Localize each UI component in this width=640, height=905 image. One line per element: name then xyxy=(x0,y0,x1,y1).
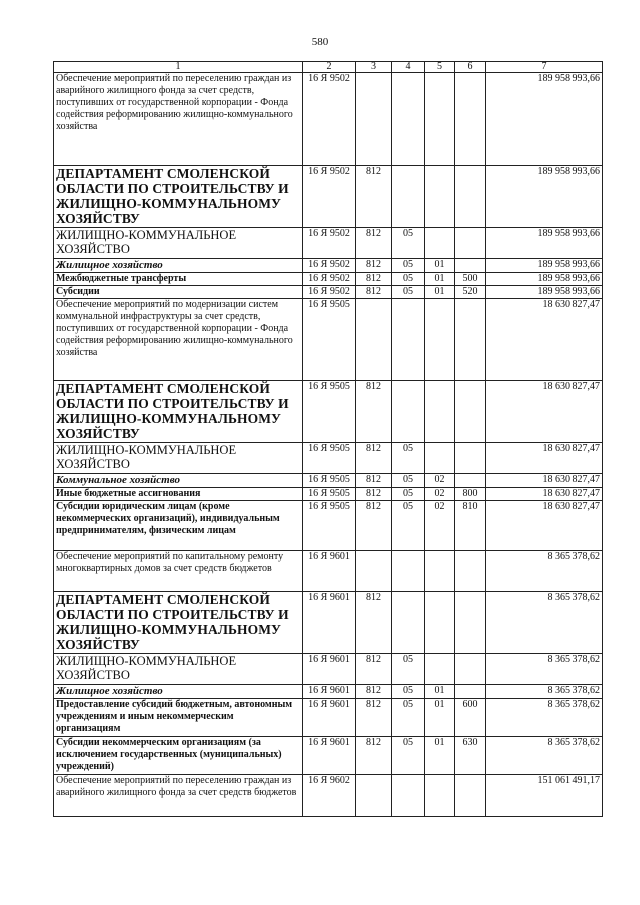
section-code xyxy=(392,592,425,654)
target-code: 16 Я 9502 xyxy=(303,228,356,259)
expense-type-code xyxy=(455,443,486,474)
table-row xyxy=(54,381,603,443)
target-code: 16 Я 9601 xyxy=(303,654,356,685)
row-name: Субсидии юридическим лицам (кроме некоммерческих организаций), индивидуальным предпринимателям, физическим лицам xyxy=(54,501,303,551)
table-row xyxy=(54,592,603,654)
admin-code: 812 xyxy=(356,259,392,273)
expense-type-code xyxy=(455,551,486,592)
table-row xyxy=(54,775,603,817)
admin-code: 812 xyxy=(356,166,392,228)
row-name: Иные бюджетные ассигнования xyxy=(54,488,303,501)
expense-type-code xyxy=(455,166,486,228)
row-name: ЖИЛИЩНО-КОММУНАЛЬНОЕ ХОЗЯЙСТВО xyxy=(54,443,303,474)
amount: 8 365 378,62 xyxy=(486,551,603,592)
section-code xyxy=(392,551,425,592)
table-row xyxy=(54,488,603,501)
column-header: 4 xyxy=(392,62,425,73)
amount: 8 365 378,62 xyxy=(486,699,603,737)
subsection-code: 01 xyxy=(425,685,455,699)
amount: 18 630 827,47 xyxy=(486,474,603,488)
row-name: ДЕПАРТАМЕНТ СМОЛЕНСКОЙ ОБЛАСТИ ПО СТРОИТЕЛЬСТВУ И ЖИЛИЩНО-КОММУНАЛЬНОМУ ХОЗЯЙСТВУ xyxy=(54,381,303,443)
admin-code: 812 xyxy=(356,273,392,286)
target-code: 16 Я 9601 xyxy=(303,737,356,775)
subsection-code xyxy=(425,73,455,166)
amount: 189 958 993,66 xyxy=(486,273,603,286)
row-name: Межбюджетные трансферты xyxy=(54,273,303,286)
row-name: Предоставление субсидий бюджетным, автономным учреждениям и иным некоммерческим организациям xyxy=(54,699,303,737)
amount: 18 630 827,47 xyxy=(486,443,603,474)
target-code: 16 Я 9502 xyxy=(303,273,356,286)
row-name: Обеспечение мероприятий по модернизации систем коммунальной инфраструктуры за счет средств, поступивших от государственной корпорации - Фонда содействия реформированию жилищно-коммунального хозяйства xyxy=(54,299,303,381)
target-code: 16 Я 9505 xyxy=(303,299,356,381)
table-row xyxy=(54,228,603,259)
table-row xyxy=(54,259,603,273)
subsection-code xyxy=(425,654,455,685)
admin-code: 812 xyxy=(356,592,392,654)
section-code xyxy=(392,775,425,817)
row-name: Обеспечение мероприятий по капитальному ремонту многоквартирных домов за счет средств бюджетов xyxy=(54,551,303,592)
admin-code xyxy=(356,73,392,166)
subsection-code: 01 xyxy=(425,737,455,775)
row-name: Обеспечение мероприятий по переселению граждан из аварийного жилищного фонда за счет средств, поступивших от государственной корпорации - Фонда содействия реформированию жилищно-коммунального хозяйства xyxy=(54,73,303,166)
subsection-code xyxy=(425,166,455,228)
amount: 8 365 378,62 xyxy=(486,737,603,775)
target-code: 16 Я 9502 xyxy=(303,166,356,228)
row-name: ЖИЛИЩНО-КОММУНАЛЬНОЕ ХОЗЯЙСТВО xyxy=(54,654,303,685)
section-code: 05 xyxy=(392,443,425,474)
row-name: Субсидии некоммерческим организациям (за исключением государственных (муниципальных) учреждений) xyxy=(54,737,303,775)
expense-type-code: 800 xyxy=(455,488,486,501)
admin-code xyxy=(356,299,392,381)
expense-type-code xyxy=(455,592,486,654)
expense-type-code xyxy=(455,228,486,259)
table-header-row xyxy=(54,62,603,73)
expense-type-code xyxy=(455,73,486,166)
subsection-code xyxy=(425,592,455,654)
target-code: 16 Я 9601 xyxy=(303,685,356,699)
column-header: 2 xyxy=(303,62,356,73)
section-code: 05 xyxy=(392,228,425,259)
admin-code xyxy=(356,775,392,817)
expense-type-code: 520 xyxy=(455,286,486,299)
expense-type-code xyxy=(455,775,486,817)
row-name: Субсидии xyxy=(54,286,303,299)
target-code: 16 Я 9505 xyxy=(303,443,356,474)
target-code: 16 Я 9502 xyxy=(303,286,356,299)
target-code: 16 Я 9601 xyxy=(303,551,356,592)
table-row xyxy=(54,737,603,775)
expense-type-code: 630 xyxy=(455,737,486,775)
table-row xyxy=(54,73,603,166)
subsection-code: 01 xyxy=(425,273,455,286)
table-row xyxy=(54,685,603,699)
amount: 189 958 993,66 xyxy=(486,228,603,259)
target-code: 16 Я 9601 xyxy=(303,592,356,654)
table-row xyxy=(54,286,603,299)
expense-type-code: 600 xyxy=(455,699,486,737)
row-name: Коммунальное хозяйство xyxy=(54,474,303,488)
table-body xyxy=(54,73,603,817)
subsection-code: 01 xyxy=(425,286,455,299)
expense-type-code xyxy=(455,474,486,488)
amount: 18 630 827,47 xyxy=(486,501,603,551)
admin-code: 812 xyxy=(356,474,392,488)
table-row xyxy=(54,443,603,474)
row-name: ЖИЛИЩНО-КОММУНАЛЬНОЕ ХОЗЯЙСТВО xyxy=(54,228,303,259)
table-row xyxy=(54,474,603,488)
amount: 18 630 827,47 xyxy=(486,488,603,501)
subsection-code xyxy=(425,228,455,259)
expense-type-code xyxy=(455,381,486,443)
section-code: 05 xyxy=(392,501,425,551)
amount: 189 958 993,66 xyxy=(486,73,603,166)
admin-code: 812 xyxy=(356,488,392,501)
admin-code: 812 xyxy=(356,286,392,299)
target-code: 16 Я 9505 xyxy=(303,474,356,488)
column-header: 7 xyxy=(486,62,603,73)
expense-type-code xyxy=(455,685,486,699)
section-code xyxy=(392,73,425,166)
admin-code: 812 xyxy=(356,685,392,699)
row-name: ДЕПАРТАМЕНТ СМОЛЕНСКОЙ ОБЛАСТИ ПО СТРОИТЕЛЬСТВУ И ЖИЛИЩНО-КОММУНАЛЬНОМУ ХОЗЯЙСТВУ xyxy=(54,592,303,654)
expense-type-code: 810 xyxy=(455,501,486,551)
section-code: 05 xyxy=(392,685,425,699)
subsection-code xyxy=(425,551,455,592)
table-row xyxy=(54,299,603,381)
section-code: 05 xyxy=(392,699,425,737)
row-name: Жилищное хозяйство xyxy=(54,685,303,699)
target-code: 16 Я 9602 xyxy=(303,775,356,817)
admin-code xyxy=(356,551,392,592)
row-name: Жилищное хозяйство xyxy=(54,259,303,273)
section-code: 05 xyxy=(392,737,425,775)
target-code: 16 Я 9502 xyxy=(303,73,356,166)
section-code: 05 xyxy=(392,259,425,273)
column-header: 1 xyxy=(54,62,303,73)
expense-type-code xyxy=(455,259,486,273)
row-name: ДЕПАРТАМЕНТ СМОЛЕНСКОЙ ОБЛАСТИ ПО СТРОИТЕЛЬСТВУ И ЖИЛИЩНО-КОММУНАЛЬНОМУ ХОЗЯЙСТВУ xyxy=(54,166,303,228)
amount: 18 630 827,47 xyxy=(486,381,603,443)
section-code xyxy=(392,166,425,228)
section-code: 05 xyxy=(392,488,425,501)
target-code: 16 Я 9601 xyxy=(303,699,356,737)
expense-type-code: 500 xyxy=(455,273,486,286)
admin-code: 812 xyxy=(356,443,392,474)
amount: 8 365 378,62 xyxy=(486,592,603,654)
subsection-code: 02 xyxy=(425,474,455,488)
table-row xyxy=(54,166,603,228)
amount: 8 365 378,62 xyxy=(486,654,603,685)
table-row xyxy=(54,273,603,286)
target-code: 16 Я 9505 xyxy=(303,501,356,551)
target-code: 16 Я 9505 xyxy=(303,381,356,443)
admin-code: 812 xyxy=(356,654,392,685)
admin-code: 812 xyxy=(356,737,392,775)
section-code xyxy=(392,299,425,381)
amount: 189 958 993,66 xyxy=(486,166,603,228)
column-header: 5 xyxy=(425,62,455,73)
subsection-code: 02 xyxy=(425,501,455,551)
subsection-code xyxy=(425,443,455,474)
page-number: 580 xyxy=(311,36,329,48)
table-row xyxy=(54,501,603,551)
admin-code: 812 xyxy=(356,501,392,551)
target-code: 16 Я 9502 xyxy=(303,259,356,273)
table-row xyxy=(54,699,603,737)
target-code: 16 Я 9505 xyxy=(303,488,356,501)
subsection-code xyxy=(425,299,455,381)
amount: 18 630 827,47 xyxy=(486,299,603,381)
subsection-code xyxy=(425,381,455,443)
admin-code: 812 xyxy=(356,699,392,737)
budget-table xyxy=(53,61,603,817)
section-code: 05 xyxy=(392,273,425,286)
subsection-code: 01 xyxy=(425,699,455,737)
subsection-code: 01 xyxy=(425,259,455,273)
subsection-code xyxy=(425,775,455,817)
admin-code: 812 xyxy=(356,381,392,443)
column-header: 3 xyxy=(356,62,392,73)
amount: 151 061 491,17 xyxy=(486,775,603,817)
admin-code: 812 xyxy=(356,228,392,259)
amount: 189 958 993,66 xyxy=(486,259,603,273)
column-header: 6 xyxy=(455,62,486,73)
expense-type-code xyxy=(455,299,486,381)
amount: 8 365 378,62 xyxy=(486,685,603,699)
table-row xyxy=(54,654,603,685)
expense-type-code xyxy=(455,654,486,685)
section-code xyxy=(392,381,425,443)
section-code: 05 xyxy=(392,286,425,299)
section-code: 05 xyxy=(392,474,425,488)
row-name: Обеспечение мероприятий по переселению граждан из аварийного жилищного фонда за счет средств бюджетов xyxy=(54,775,303,817)
amount: 189 958 993,66 xyxy=(486,286,603,299)
subsection-code: 02 xyxy=(425,488,455,501)
section-code: 05 xyxy=(392,654,425,685)
table-row xyxy=(54,551,603,592)
